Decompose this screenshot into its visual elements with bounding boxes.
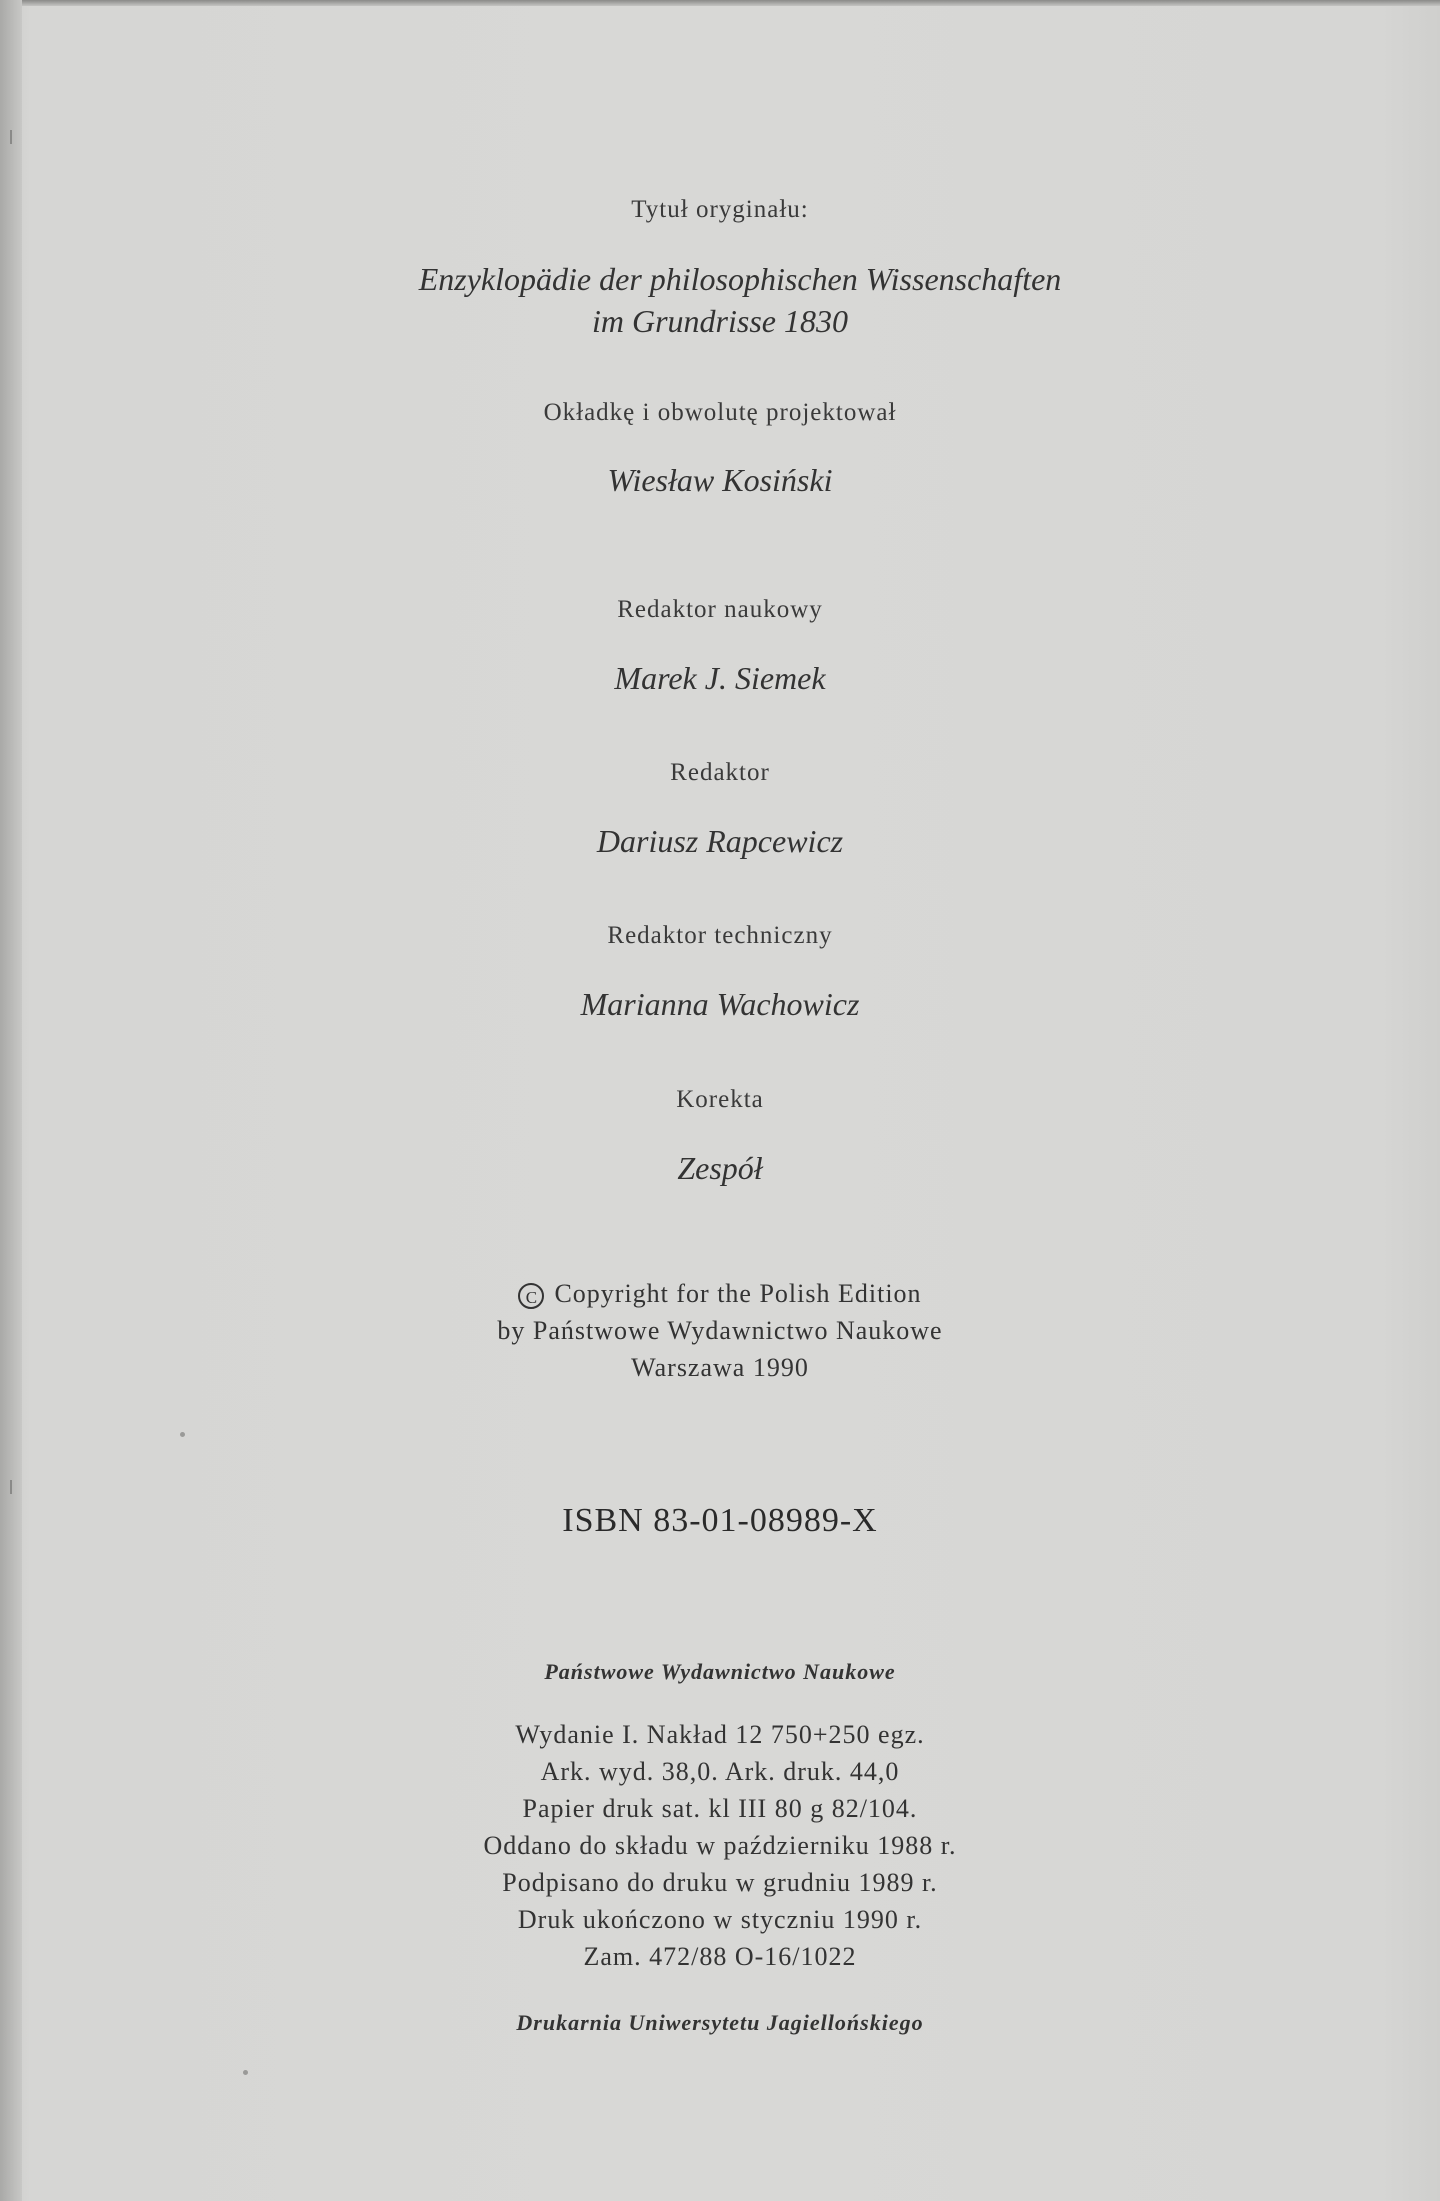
scientific-editor-label: Redaktor naukowy [617, 596, 823, 623]
copyright-line3: Warszawa 1990 [631, 1353, 809, 1382]
printer-section [0, 2010, 1440, 2036]
publisher-section [0, 1659, 1440, 1685]
imprint-line: Druk ukończono w styczniu 1990 r. [517, 1905, 923, 1934]
technical-editor-section [0, 922, 1440, 950]
copyright-section [0, 1275, 1440, 1386]
printer-name: Drukarnia Uniwersytetu Jagiellońskiego [516, 2010, 924, 2035]
paper-speck [180, 1432, 185, 1437]
scientific-editor-name: Marek J. Siemek [614, 660, 826, 696]
copyright-line1-text: Copyright for the Polish Edition [554, 1279, 922, 1308]
binding-mark [10, 130, 12, 144]
paper-speck [243, 2070, 248, 2075]
isbn: ISBN 83-01-08989-X [562, 1502, 878, 1539]
editor-name-row [0, 823, 1440, 860]
original-title-line1: Enzyklopädie der philosophischen Wissenschaften [418, 261, 1062, 297]
original-title-section [0, 196, 1440, 224]
imprint-section [0, 1716, 1440, 1975]
proofreading-label: Korekta [676, 1086, 764, 1113]
copyright-line2: by Państwowe Wydawnictwo Naukowe [497, 1316, 943, 1345]
cover-name-row [0, 462, 1440, 499]
proofreading-name: Zespół [677, 1150, 763, 1186]
imprint-line: Papier druk sat. kl III 80 g 82/104. [522, 1794, 918, 1823]
original-title-label: Tytuł oryginału: [631, 196, 809, 223]
imprint-line: Podpisano do druku w grudniu 1989 r. [502, 1868, 938, 1897]
imprint-line: Wydanie I. Nakład 12 750+250 egz. [515, 1720, 925, 1749]
imprint-line: Ark. wyd. 38,0. Ark. druk. 44,0 [540, 1757, 900, 1786]
editor-name: Dariusz Rapcewicz [596, 823, 844, 859]
proofreading-name-row [0, 1150, 1440, 1187]
cover-label: Okładkę i obwolutę projektował [543, 399, 897, 426]
original-title-text [0, 258, 1440, 342]
imprint-line: Zam. 472/88 O-16/1022 [583, 1942, 857, 1971]
binding-mark [10, 1480, 12, 1494]
technical-editor-name: Marianna Wachowicz [580, 986, 860, 1022]
editor-label: Redaktor [670, 759, 770, 786]
original-title-line2: im Grundrisse 1830 [591, 303, 848, 339]
isbn-section [0, 1502, 1440, 1540]
cover-section [0, 399, 1440, 427]
imprint-line: Oddano do składu w październiku 1988 r. [483, 1831, 957, 1860]
cover-designer-name: Wiesław Kosiński [607, 462, 833, 498]
page-top-edge [0, 0, 1440, 6]
technical-editor-label: Redaktor techniczny [607, 922, 833, 949]
scientific-editor-name-row [0, 660, 1440, 697]
copyright-line1 [0, 1275, 1440, 1312]
editor-section [0, 759, 1440, 787]
technical-editor-name-row [0, 986, 1440, 1023]
scientific-editor-section [0, 596, 1440, 624]
publisher-name: Państwowe Wydawnictwo Naukowe [544, 1659, 896, 1684]
proofreading-section [0, 1086, 1440, 1114]
copyright-icon: C [518, 1283, 544, 1309]
